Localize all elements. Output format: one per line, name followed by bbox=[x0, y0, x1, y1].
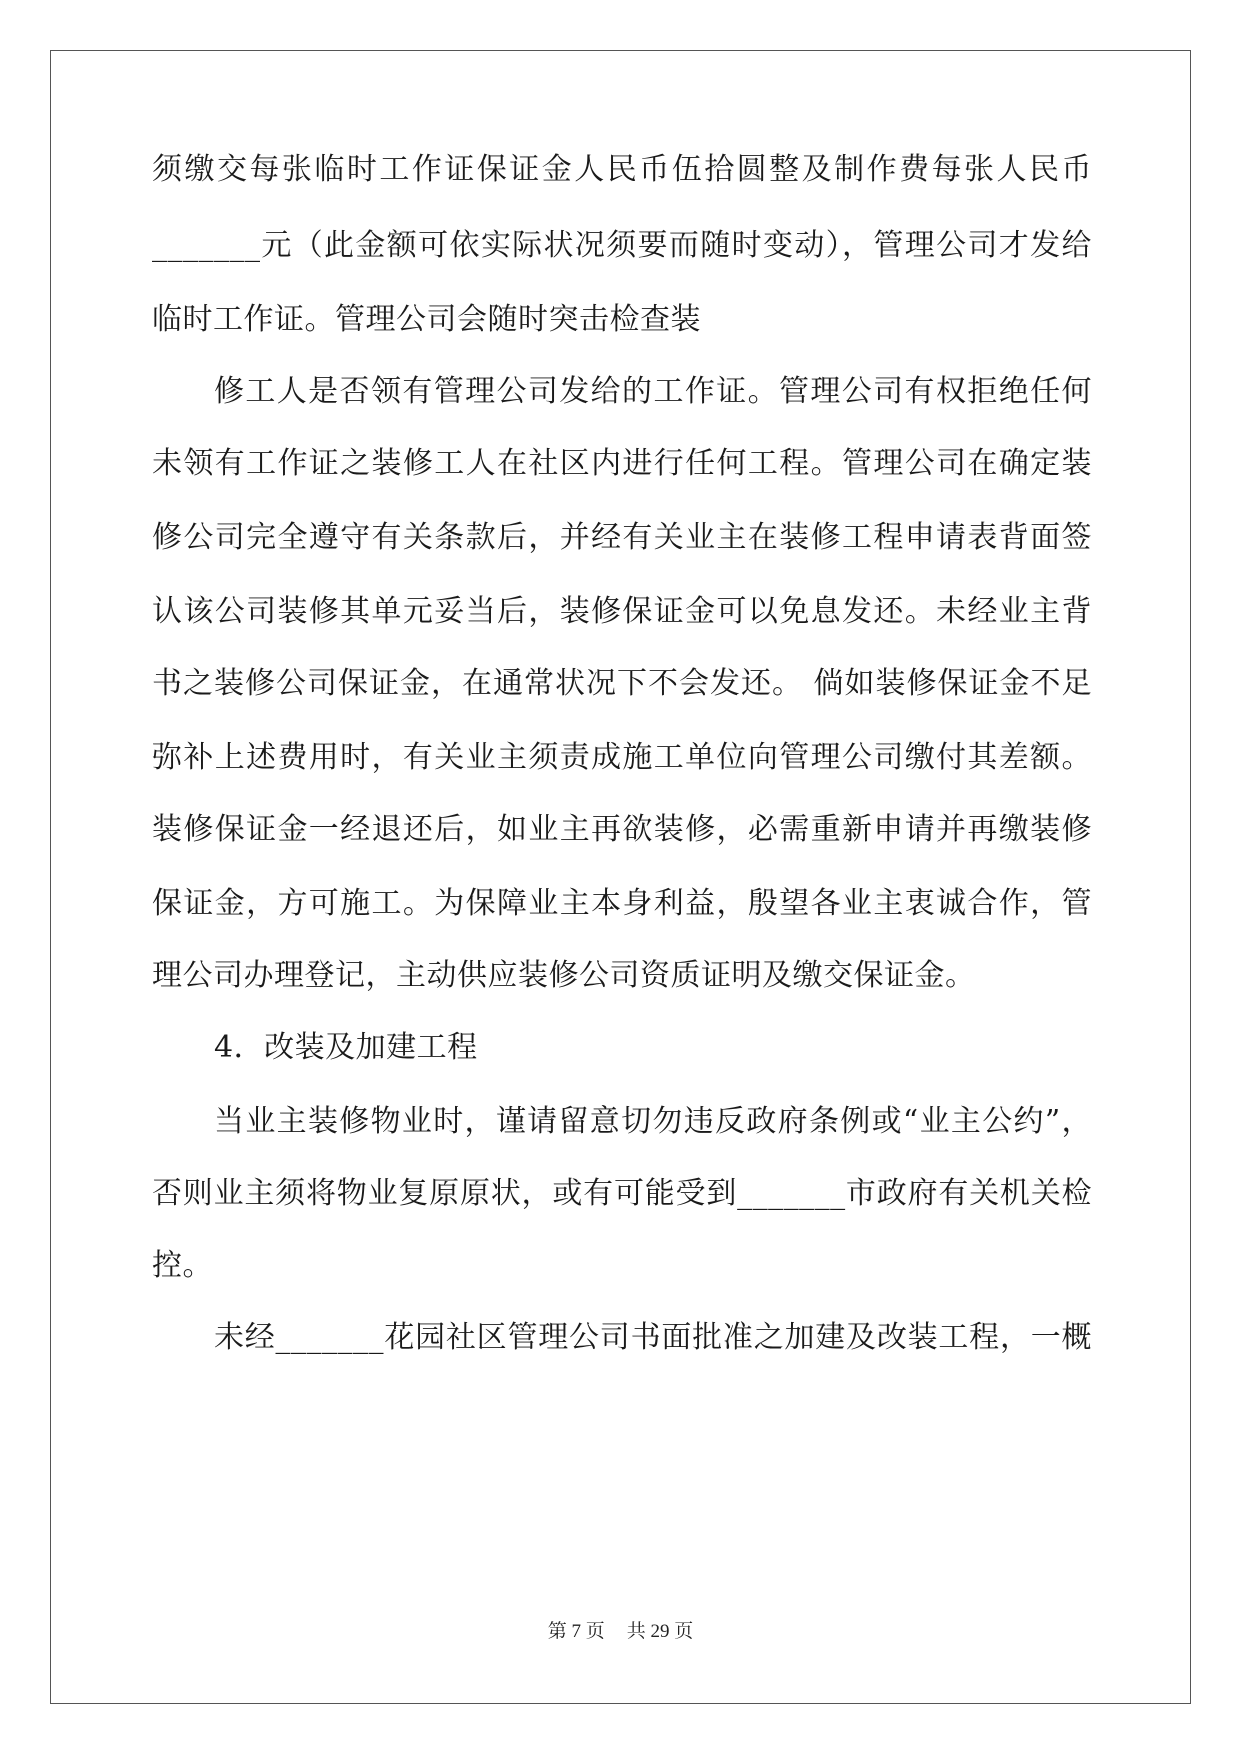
page-border bbox=[50, 50, 1191, 1704]
page-total: 共 29 页 bbox=[626, 1621, 694, 1642]
text-line: 临时工作证。管理公司会随时突击检查装 bbox=[152, 302, 701, 337]
text-line: 未经_______花园社区管理公司书面批准之加建及改装工程，一概 bbox=[214, 1320, 1092, 1355]
text-line: 当业主装修物业时，谨请留意切勿违反政府条例或“业主公约”， bbox=[214, 1104, 1092, 1139]
text-line: 修工人是否领有管理公司发给的工作证。管理公司有权拒绝任何 bbox=[214, 374, 1092, 409]
text-line: 书之装修公司保证金，在通常状况下不会发还。 倘如装修保证金不足 bbox=[152, 666, 1092, 701]
text-line: 否则业主须将物业复原原状，或有可能受到_______市政府有关机关检 bbox=[152, 1176, 1092, 1211]
text-line: 未领有工作证之装修工人在社区内进行任何工程。管理公司在确定装 bbox=[152, 446, 1092, 481]
page-footer bbox=[0, 1616, 1241, 1643]
text-line: 须缴交每张临时工作证保证金人民币伍拾圆整及制作费每张人民币 bbox=[152, 152, 1092, 187]
text-line: 保证金，方可施工。为保障业主本身利益，殷望各业主衷诚合作，管 bbox=[152, 886, 1092, 921]
section-heading: 4．改装及加建工程 bbox=[214, 1030, 478, 1065]
text-line: _______元（此金额可依实际状况须要而随时变动），管理公司才发给 bbox=[152, 228, 1092, 263]
page-number: 第 7 页 bbox=[547, 1621, 605, 1642]
text-line: 装修保证金一经退还后，如业主再欲装修，必需重新申请并再缴装修 bbox=[152, 812, 1092, 847]
text-line: 理公司办理登记，主动供应装修公司资质证明及缴交保证金。 bbox=[152, 958, 976, 993]
text-line: 修公司完全遵守有关条款后，并经有关业主在装修工程申请表背面签 bbox=[152, 520, 1092, 555]
text-line: 认该公司装修其单元妥当后，装修保证金可以免息发还。未经业主背 bbox=[152, 594, 1092, 629]
text-line: 控。 bbox=[152, 1248, 213, 1283]
text-line: 弥补上述费用时，有关业主须责成施工单位向管理公司缴付其差额。 bbox=[152, 740, 1092, 775]
